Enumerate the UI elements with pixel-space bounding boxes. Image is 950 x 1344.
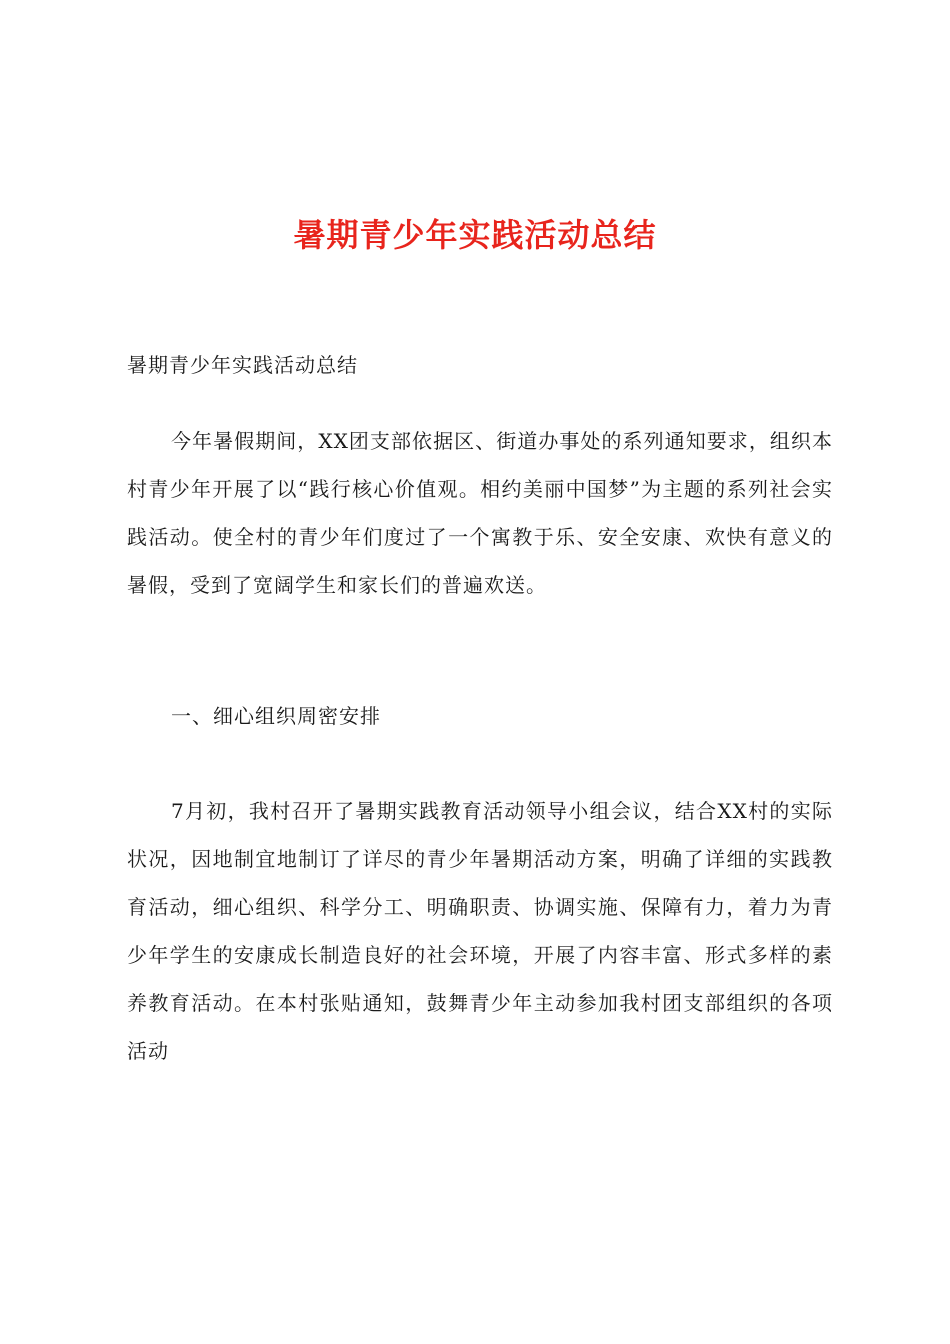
document-title: 暑期青少年实践活动总结 [293,216,657,254]
section-heading: 一、细心组织周密安排 [171,704,381,728]
intro-paragraph: 今年暑假期间，XX团支部依据区、街道办事处的系列通知要求，组织本村青少年开展了以“践行核心价值观。相约美丽中国梦”为主题的系列社会实践活动。使全村的青少年们度过了一个寓教于乐、安全安康、欢快有意义的暑假，受到了宽阔学生和家长们的普遍欢送。 [127,429,833,597]
section-paragraph: 7月初，我村召开了暑期实践教育活动领导小组会议，结合XX村的实际状况，因地制宜地制订了详尽的青少年暑期活动方案，明确了详细的实践教育活动，细心组织、科学分工、明确职责、协调实施、保障有力，着力为青少年学生的安康成长制造良好的社会环境，开展了内容丰富、形式多样的素养教育活动。在本村张贴通知，鼓舞青少年主动参加我村团支部组织的各项活动 [127,799,833,1063]
document-subtitle: 暑期青少年实践活动总结 [127,353,358,377]
